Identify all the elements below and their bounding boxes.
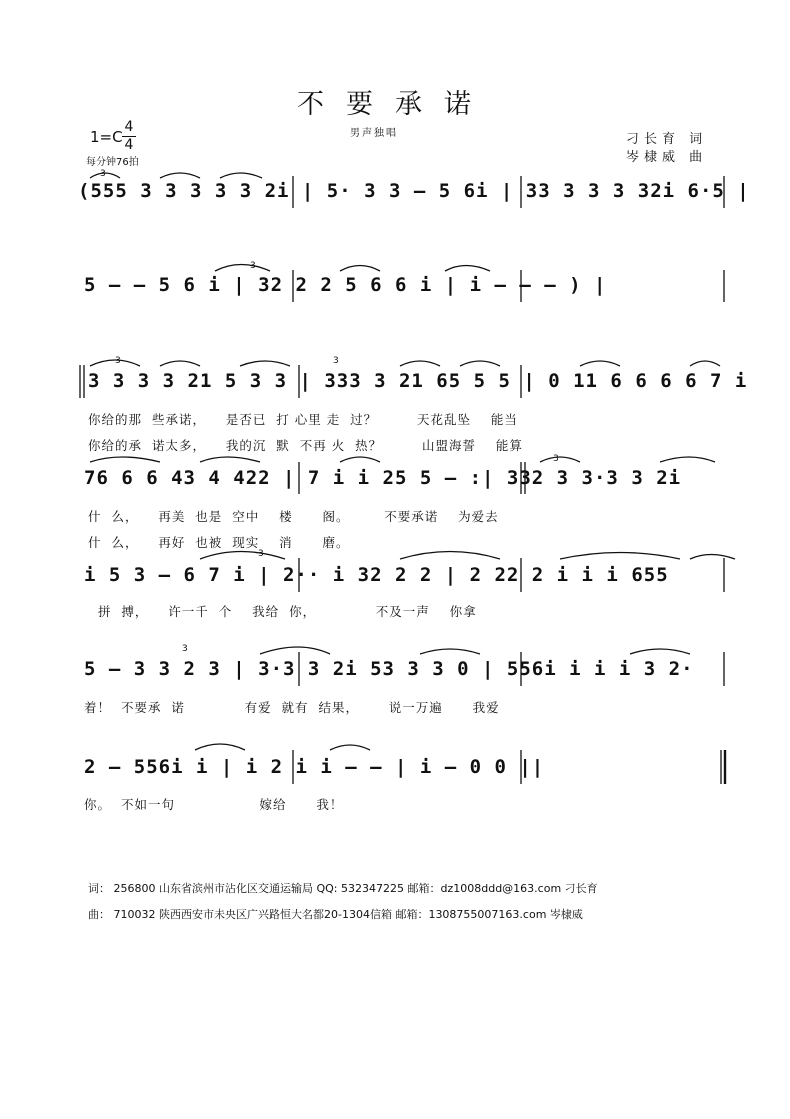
lyric-row-3-verse-2: 你给的承 诺太多， 我的沉 默 不再 火 热？ 山盟海誓 能算 (88, 438, 523, 453)
lyric-row-3-verse-1: 你给的那 些承诺， 是否已 打 心里 走 过？ 天花乱坠 能当 (88, 412, 518, 427)
score-row-3: 3 3 3 3 21 5 3 3 | 333 3 21 65 5 5 | 0 11 6 6 6 6 7 i (88, 370, 748, 392)
svg-text:3: 3 (100, 169, 106, 179)
footer-lyricist-contact: 词： 256800 山东省滨州市沾化区交通运输局 QQ: 532347225 邮箱：dz1008ddd@163.com 刁长育 (88, 882, 598, 895)
lyric-row-6: 着！ 不要承 诺 有爱 就有 结果， 说一万遍 我爱 (84, 700, 500, 715)
lyric-row-5: 拼 搏， 许一千 个 我给 你， 不及一声 你拿 (88, 604, 477, 619)
score-row-4: 76 6 6 43 4 422 | 7 i i 25 5 – :| 332 3 3·3 3 2i (84, 467, 682, 489)
svg-text:3: 3 (553, 454, 559, 464)
score-row-1: (555 3 3 3 3 3 2i | 5· 3 3 – 5 6i | 33 3 3 3 32i 6·5 | (78, 180, 750, 202)
song-subtitle: 男声独唱 (350, 128, 398, 139)
score-row-6: 5 – 3 3 2 3 | 3·3 3 2i 53 3 3 0 | 556i i i i 3 2· (84, 658, 694, 680)
lyric-row-7: 你。 不如一句 嫁给 我！ (84, 797, 344, 812)
svg-text:3: 3 (258, 549, 264, 559)
lyric-row-4-verse-1: 什 么， 再美 也是 空中 楼 阁。 不要承诺 为爱去 (88, 509, 499, 524)
footer-composer-contact: 曲： 710032 陕西西安市未央区广兴路恒大名都20-1304信箱 邮箱：1308755007163.com 岑棣威 (88, 908, 583, 921)
svg-text:3: 3 (250, 261, 256, 271)
lyricist-credit: 刁长育 词 (626, 132, 708, 147)
svg-text:3: 3 (333, 356, 339, 366)
svg-text:3: 3 (182, 644, 188, 654)
time-signature-bottom: 4 (124, 137, 134, 153)
score-row-7: 2 – 556i i | i 2 i i – – | i – 0 0 || (84, 756, 545, 778)
tempo-marking: 每分钟76拍 (86, 157, 139, 168)
svg-text:3: 3 (115, 356, 121, 366)
lyric-row-4-verse-2: 什 么， 再好 也被 现实 消 磨。 (88, 535, 350, 550)
time-signature-top: 4 (124, 119, 134, 135)
song-title: 不要承诺 (297, 89, 493, 120)
score-row-5: i 5 3 – 6 7 i | 2·· i 32 2 2 | 2 22 2 i i i 655 (84, 564, 669, 586)
score-row-2: 5 – – 5 6 i | 32 2 2 5 6 6 i | i – – – ) | (84, 274, 607, 296)
composer-credit: 岑棣威 曲 (626, 150, 708, 165)
key-signature: 1=C (90, 128, 123, 146)
